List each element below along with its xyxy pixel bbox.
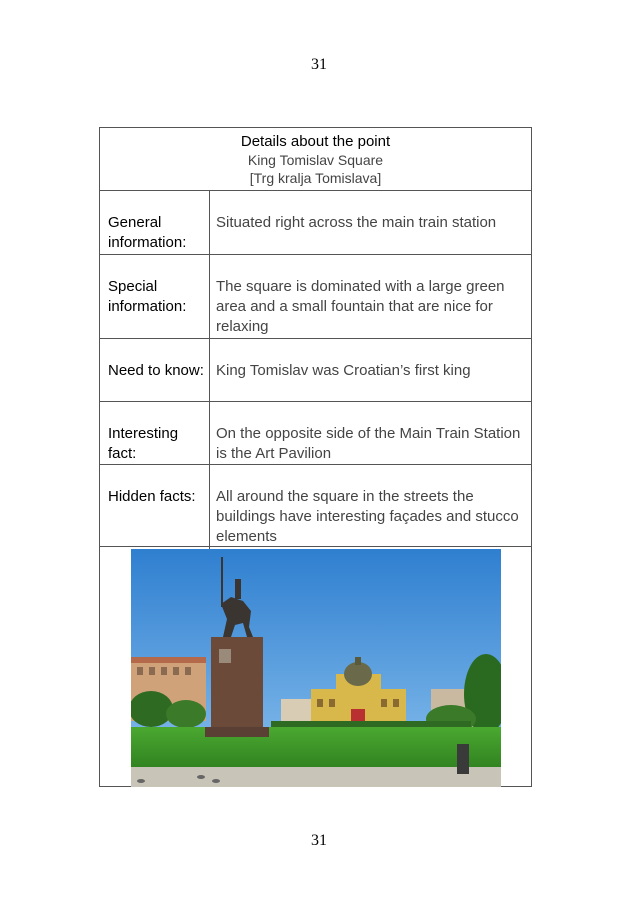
- row-value: King Tomislav was Croatian’s first king: [216, 362, 471, 379]
- row-value: Situated right across the main train station: [216, 214, 497, 231]
- page-number-bottom: 31: [311, 832, 327, 849]
- header-subtitle-english: King Tomislav Square: [247, 152, 384, 168]
- table-row-general: [100, 191, 531, 255]
- row-value: All around the square in the streets the buildings have interesting façades and stucco elements: [216, 488, 519, 545]
- table-row-interesting: [100, 402, 531, 465]
- table-header: [100, 128, 531, 191]
- table-row-hidden: [100, 465, 531, 547]
- king-tomislav-square-photo: [131, 549, 501, 787]
- table-row-special: [100, 255, 531, 339]
- table-row-need-to-know: [100, 339, 531, 402]
- row-label: Special information:: [108, 278, 187, 315]
- row-value: On the opposite side of the Main Train Station is the Art Pavilion: [216, 425, 521, 462]
- details-table: [99, 127, 532, 787]
- row-label: General information:: [108, 214, 187, 251]
- header-subtitle-croatian: [Trg kralja Tomislava]: [249, 170, 382, 186]
- page-number-top: 31: [311, 56, 327, 73]
- row-value: The square is dominated with a large green area and a small fountain that are nice for relaxing: [216, 278, 505, 335]
- row-label: Hidden facts:: [108, 488, 196, 505]
- header-title: Details about the point: [240, 133, 391, 150]
- row-label: Interesting fact:: [108, 425, 179, 462]
- row-label: Need to know:: [108, 362, 204, 379]
